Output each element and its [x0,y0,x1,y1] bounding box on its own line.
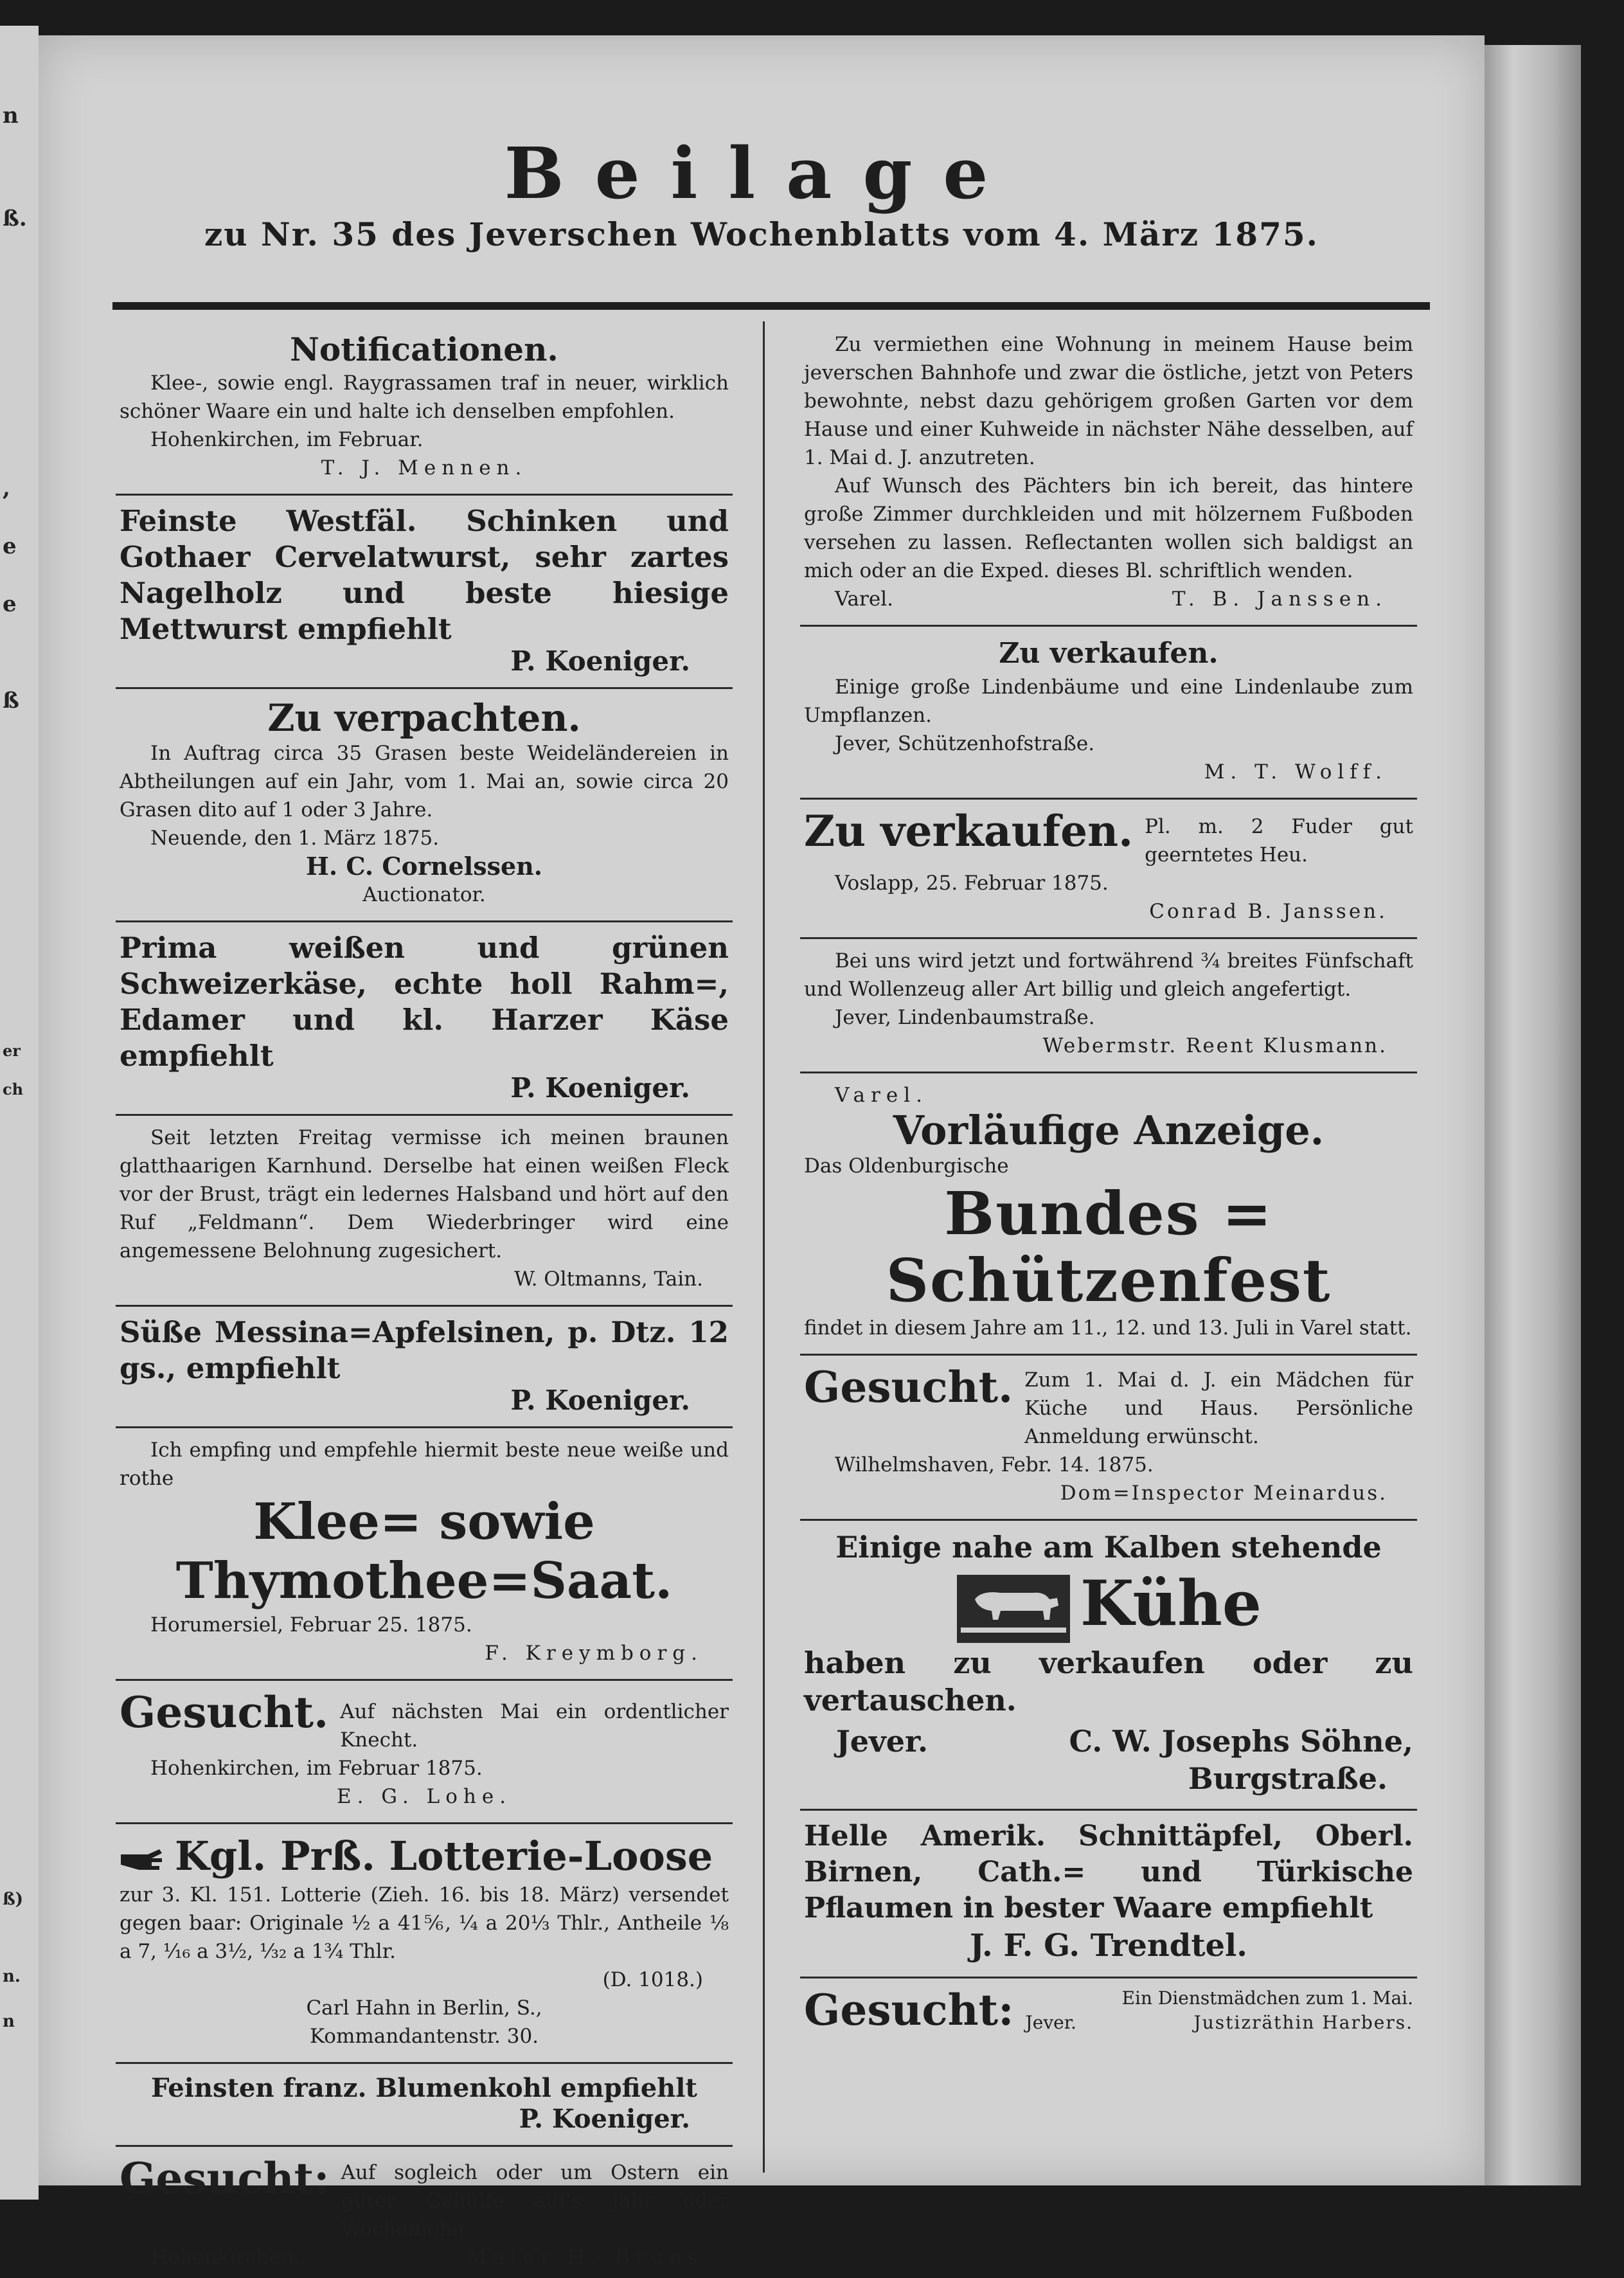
ad-body: Einige große Lindenbäume und eine Lindenlaube zum Umpflanzen. [804,676,1413,727]
ad-row [804,1363,1413,1451]
ad-intro: Ich empfing und empfehle hiermit beste neue weiße und rothe [120,1439,729,1490]
ad-lotterie [116,1829,733,2057]
ad-klee [116,1433,733,1674]
ad-title-row [120,1832,729,1881]
ad-signature: Maler H. Bruns. [466,2246,716,2269]
ad-body: findet in diesem Jahre am 11., 12. und 13. Juli in Varel statt. [804,1316,1412,1340]
ad-title-row [804,1566,1413,1644]
ad-verpachten [116,694,733,915]
ad-signature: P. Koeniger. [510,1385,690,1416]
strip-glyph: ß [3,688,19,713]
ad-kuehe [800,1526,1417,1804]
ad-blumenkohl [116,2069,733,2140]
ad-body: Bei uns wird jetzt und fortwährend ¾ breites Fünfschaft und Wollenzeug aller Art billig und gleich angefertigt. [804,949,1413,1001]
ad-separator [800,1354,1417,1356]
ad-row [120,1689,729,1754]
ad-row [804,1986,1413,2035]
ad-body: Prima weißen und grünen Schweizerkäse, echte holl Rahm=, Edamer und kl. Harzer Käse empfiehlt [120,931,729,1073]
ad-separator [116,687,733,689]
ad-signature: J. F. G. Trendtel. [970,1928,1247,1964]
ad-heading: Zu verpachten. [267,696,581,740]
ad-knecht [116,1686,733,1817]
ad-lead: Gesucht. [804,1362,1013,1412]
ad-separator [800,625,1417,627]
ad-linden [800,632,1417,793]
ad-place: Jever. [1025,2012,1076,2034]
ad-hund [116,1121,733,1300]
ad-signature: T. J. Mennen. [321,456,528,480]
ad-gehuelfe [116,2152,733,2278]
ad-body: Auf sogleich oder um Ostern ein guter Gehülfe auf's Jahr oder Wochenlohn. [341,2161,729,2241]
ad-signature: C. W. Josephs Söhne, [1069,1724,1413,1759]
ad-place: Horumersiel, Februar 25. 1875. [150,1613,472,1637]
ad-signature: F. Kreymborg. [485,1642,703,1665]
ad-title: Klee= sowie Thymothee=Saat. [175,1493,673,1610]
ad-place: Varel. [835,1084,928,1107]
ad-schuetzenfest [800,1079,1417,1349]
strip-glyph: n. [3,1967,21,1986]
ad-body: Auf nächsten Mai ein ordentlicher Knecht. [340,1700,729,1752]
column-divider [763,321,765,2173]
book-edge [1485,45,1581,2185]
ad-kaese [116,928,733,1109]
ad-separator [116,2062,733,2064]
ad-signature: P. Koeniger. [519,2104,690,2134]
strip-glyph: ß. [3,206,27,231]
ad-body: Süße Messina=Apfelsinen, p. Dtz. 12 gs., empfiehlt [120,1315,729,1385]
ad-street: Burgstraße. [1188,1761,1388,1797]
ad-signature: P. Koeniger. [510,645,690,677]
strip-glyph: er [3,1041,21,1060]
ad-lead: Zu verkaufen. [804,806,1134,856]
ad-heading: Einige nahe am Kalben stehende [835,1530,1382,1565]
masthead-title: Beilage [504,132,1019,215]
ad-aepfel [800,1816,1417,1971]
ad-separator [116,920,733,922]
ad-signature: M. T. Wolff. [1204,760,1388,784]
ad-role: Auctionator. [362,883,486,906]
ad-signature: Conrad B. Janssen. [1149,900,1388,923]
ad-signature: Webermstr. Reent Klusmann. [1042,1034,1388,1057]
strip-glyph: e [3,591,17,617]
ad-body: zur 3. Kl. 151. Lotterie (Zieh. 16. bis 18. März) versendet gegen baar: Originale ½ a 41⅚, ¼ a 20⅓ Thlr., Antheile ⅛ a 7, ¹⁄₁₆ a 3½, ¹⁄₃₂ a 1¾ Thlr. [120,1883,729,1963]
ad-place: Hohenkirchen, im Februar. [150,428,424,451]
ad-signature: Carl Hahn in Berlin, S., [306,1996,542,2020]
ad-footer [120,2243,729,2272]
ad-body: In Auftrag circa 35 Grasen beste Weideländereien in Abtheilungen auf ein Jahr, vom 1. Mai an, sowie circa 20 Grasen dito auf 1 oder 3 Jahre. [120,742,729,821]
ad-lead: Gesucht. [120,1687,329,1737]
ad-separator [116,494,733,496]
ad-place: Voslapp, 25. Februar 1875. [835,872,1109,895]
ad-signature: E. G. Lohe. [336,1785,512,1808]
ad-title: Kühe [1080,1567,1262,1640]
ad-separator [116,1305,733,1307]
ad-signature: Justizräthin Harbers. [1193,2012,1413,2034]
ad-separator [800,1977,1417,1978]
ad-fuenfschaft [800,944,1417,1066]
ad-place: Jever, Lindenbaumstraße. [835,1006,1095,1029]
ad-signature: T. B. Janssen. [1172,587,1388,611]
strip-glyph: e [3,534,17,559]
ad-footer [1026,2011,1413,2035]
ad-lead: Gesucht: [804,1985,1014,2036]
ad-body: Ein Dienstmädchen zum 1. Mai. [1121,1987,1413,2009]
ad-heading: Notificationen. [290,330,558,368]
ad-text [1026,1986,1413,2035]
ad-separator [800,937,1417,939]
ad-separator [116,1114,733,1116]
ad-body: Pl. m. 2 Fuder gut geerntetes Heu. [1145,815,1413,866]
ad-separator [800,798,1417,800]
ad-body: Seit letzten Freitag vermisse ich meinen braunen glatthaarigen Karnhund. Derselbe hat einen weißen Fleck vor der Brust, trägt ein ledernes Halsband und hört auf den Ruf „Feldmann“. Dem Wiederbringer wird eine angemessene Belohnung zugesichert. [120,1126,729,1262]
strip-glyph: ß) [3,1890,24,1909]
ad-title: Bundes = Schützenfest [886,1179,1332,1315]
ad-dienstmaedchen [800,1984,1417,2041]
ad-separator [116,2145,733,2147]
ad-footer [804,585,1413,613]
ad-signature: W. Oltmanns, Tain. [514,1268,703,1291]
ad-place: Jever, Schützenhofstraße. [835,732,1095,755]
ad-place: Neuende, den 1. März 1875. [150,827,440,850]
adjacent-page-strip [0,26,39,2200]
ad-body: haben zu verkaufen oder zu vertauschen. [804,1646,1413,1718]
ad-row [804,807,1413,869]
ad-body: Zu vermiethen eine Wohnung in meinem Hause beim jeverschen Bahnhofe und zwar die östliche, jetzt von Peters bewohnte, nebst dazu gehörigem großen Garten vor dem Hause und einer Kuhweide in nächster Nähe desselben, auf 1. Mai d. J. anzutreten. [804,333,1413,469]
ad-body: Zum 1. Mai d. J. ein Mädchen für Küche und Haus. Persönliche Anmeldung erwünscht. [1024,1368,1413,1448]
pointing-hand-icon [120,1845,165,1874]
strip-glyph: ch [3,1080,24,1099]
ad-body: Klee-, sowie engl. Raygrassamen traf in neuer, wirklich schöner Waare ein und halte ich denselben empfohlen. [120,372,729,423]
ad-separator [116,1822,733,1824]
ad-separator [800,1519,1417,1521]
ad-separator [116,1679,733,1681]
ad-maedchen [800,1361,1417,1514]
strip-glyph: n [3,103,19,129]
ad-title: Kgl. Prß. Lotterie-Loose [175,1833,713,1879]
newspaper-page [39,35,1485,2269]
ad-place: Wilhelmshaven, Febr. 14. 1875. [835,1453,1154,1476]
ad-code: (D. 1018.) [602,1968,703,1991]
ad-heu [800,805,1417,932]
masthead [39,132,1485,253]
ad-lead: Gesucht: [120,2153,330,2203]
ad-footer [804,1723,1413,1760]
ad-place: Hohenkirchen. [150,2246,300,2269]
cow-icon [956,1574,1071,1644]
ad-place: Jever. [836,1724,929,1759]
left-column [116,328,733,2278]
ad-apfelsinen [116,1312,733,1421]
ad-separator [116,1426,733,1428]
right-column [800,328,1417,2041]
masthead-subtitle: zu Nr. 35 des Jeverschen Wochenblatts vom 4. März 1875. [204,215,1319,253]
ad-schinken [116,501,733,682]
ad-separator [800,1809,1417,1811]
ad-heading: Vorläufige Anzeige. [893,1107,1325,1154]
strip-glyph: n [3,2012,15,2031]
ad-signature: Dom=Inspector Meinardus. [1060,1482,1388,1505]
ad-signature: P. Koeniger. [510,1072,690,1104]
ad-signature: H. C. Cornelssen. [305,852,543,881]
ad-place: Varel. [835,587,893,611]
ad-body: Helle Amerik. Schnittäpfel, Oberl. Birnen, Cath.= und Türkische Pflaumen in bester Waare empfiehlt [804,1820,1413,1925]
ad-separator [800,1072,1417,1073]
ad-body-2: Auf Wunsch des Pächters bin ich bereit, das hintere große Zimmer durchkleiden und mit hölzernem Fußboden versehen zu lassen. Reflectanten wollen sich baldigst an mich oder an die Exped. dieses Bl. schriftlich wenden. [804,474,1413,582]
ad-body: Feinsten franz. Blumenkohl empfiehlt [151,2073,697,2103]
ad-wohnung [800,328,1417,620]
ad-heading: Zu verkaufen. [999,637,1218,670]
ad-row [120,2155,729,2243]
masthead-rule [112,302,1430,310]
ad-body: Feinste Westfäl. Schinken und Gothaer Cervelatwurst, sehr zartes Nagelholz und beste hiesige Mettwurst empfiehlt [120,504,729,646]
ad-place: Hohenkirchen, im Februar 1875. [150,1757,483,1780]
ad-intro: Das Oldenburgische [804,1154,1009,1178]
strip-glyph: , [3,476,10,501]
ad-notificationen [116,328,733,489]
ad-address: Kommandantenstr. 30. [309,2025,539,2048]
